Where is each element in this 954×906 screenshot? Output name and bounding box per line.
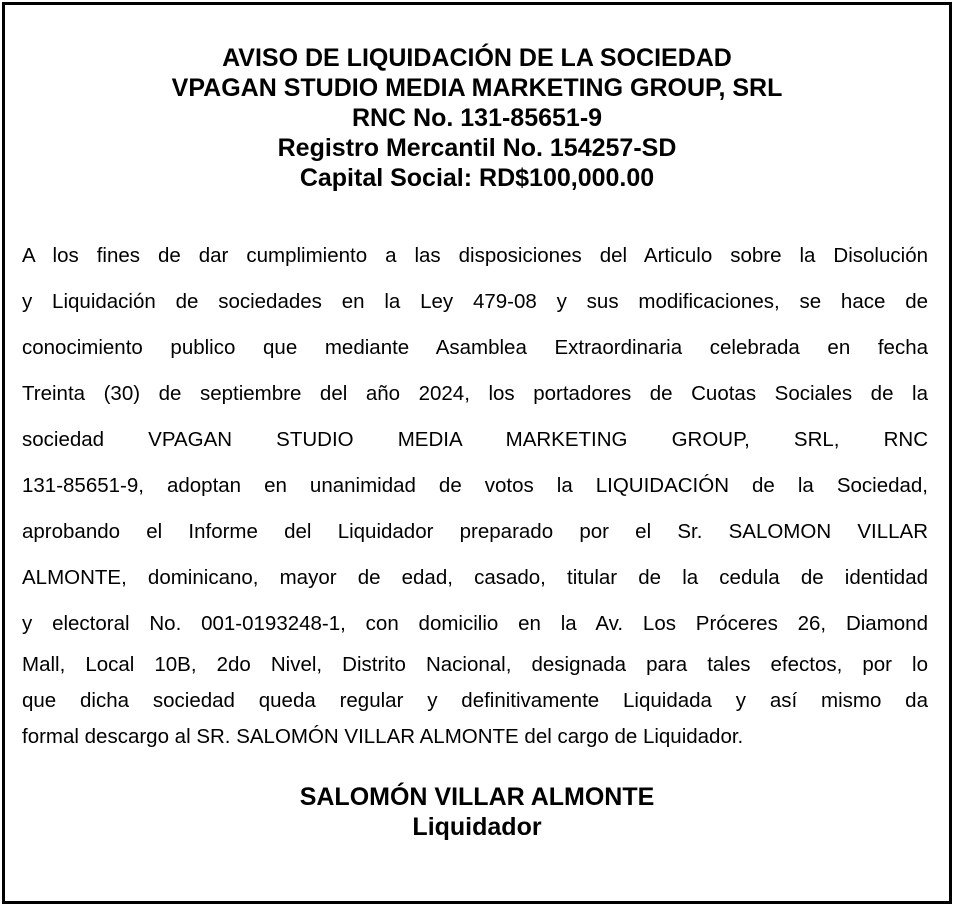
body-line: aprobando el Informe del Liquidador preparado por el Sr. SALOMON VILLAR (22, 520, 928, 543)
signature-block (5, 782, 949, 842)
company-name: VPAGAN STUDIO MEDIA MARKETING GROUP, SRL (171, 74, 783, 102)
notice-body (22, 233, 928, 755)
body-line: y electoral No. 001-0193248-1, con domicilio en la Av. Los Próceres 26, Diamond (22, 612, 928, 635)
body-line: ALMONTE, dominicano, mayor de edad, casado, titular de la cedula de identidad (22, 566, 928, 589)
body-line: A los fines de dar cumplimiento a las disposiciones del Articulo sobre la Disolución (22, 244, 928, 267)
notice-title: AVISO DE LIQUIDACIÓN DE LA SOCIEDAD (222, 44, 732, 72)
body-line: conocimiento publico que mediante Asamblea Extraordinaria celebrada en fecha (22, 336, 928, 359)
rnc-number: RNC No. 131-85651-9 (351, 104, 603, 132)
body-line: que dicha sociedad queda regular y definitivamente Liquidada y así mismo da (22, 689, 928, 712)
body-line: 131-85651-9, adoptan en unanimidad de votos la LIQUIDACIÓN de la Sociedad, (22, 474, 928, 497)
signatory-role: Liquidador (412, 813, 542, 841)
body-line: Mall, Local 10B, 2do Nivel, Distrito Nacional, designada para tales efectos, por lo (22, 653, 928, 676)
signatory-name: SALOMÓN VILLAR ALMONTE (299, 783, 655, 811)
notice-header (5, 43, 949, 193)
capital-social: Capital Social: RD$100,000.00 (299, 164, 655, 192)
body-line: sociedad VPAGAN STUDIO MEDIA MARKETING GROUP, SRL, RNC (22, 428, 928, 451)
body-line: formal descargo al SR. SALOMÓN VILLAR ALMONTE del cargo de Liquidador. (22, 725, 744, 748)
registro-mercantil: Registro Mercantil No. 154257-SD (277, 134, 677, 162)
body-line: y Liquidación de sociedades en la Ley 479-08 y sus modificaciones, se hace de (22, 290, 928, 313)
body-line: Treinta (30) de septiembre del año 2024, los portadores de Cuotas Sociales de la (22, 382, 928, 405)
notice-frame (2, 2, 952, 904)
